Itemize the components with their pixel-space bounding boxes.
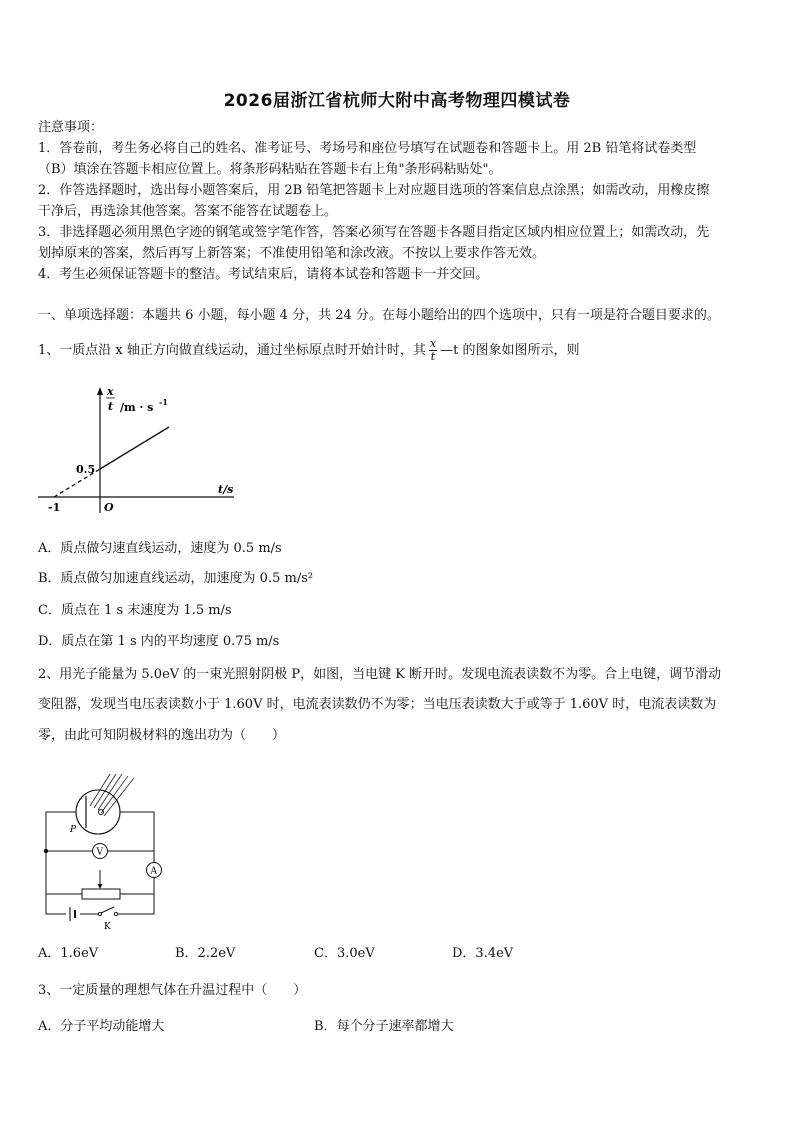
q1-option-b: B．质点做匀加速直线运动，加速度为 0.5 m/s²	[38, 571, 314, 586]
q2-option-a: A．1.6eV	[38, 946, 99, 961]
fraction-numerator: x	[429, 337, 437, 350]
y-label-denominator: t	[108, 400, 114, 413]
notice-line: 划掉原来的答案，然后再写上新答案；不准使用铅笔和涂改液。不按以上要求作答无效。	[38, 246, 546, 261]
fraction-denominator: t	[430, 350, 436, 363]
intercept-label: 0.5	[76, 463, 96, 476]
q2-stem-line: 2、用光子能量为 5.0eV 的一束光照射阴极 P，如图，当电键 K 断开时。发现电流表读数不为零。合上电键，调节滑动	[38, 667, 722, 682]
voltmeter-label: V	[96, 847, 103, 858]
page-title: 2026届浙江省杭师大附中高考物理四模试卷	[223, 91, 571, 111]
battery-gap	[66, 908, 80, 920]
q1-stem-post: —t 的图象如图所示，则	[440, 343, 580, 358]
q1-stem-pre: 1、一质点沿 x 轴正方向做直线运动，通过坐标原点时开始计时，其	[38, 343, 426, 358]
ammeter-label: A	[150, 866, 157, 877]
notice-line: 2．作答选择题时，选出每小题答案后，用 2B 铅笔把答题卡上对应题目选项的答案信息点涂黑；如需改动，用橡皮擦	[38, 183, 710, 198]
switch-label: K	[104, 922, 111, 932]
q3-option-a: A．分子平均动能增大	[38, 1019, 165, 1034]
anode	[99, 810, 104, 815]
notice-line: 干净后，再选涂其他答案。答案不能答在试题卷上。	[38, 204, 338, 219]
q1-option-c: C．质点在 1 s 末速度为 1.5 m/s	[38, 603, 232, 618]
y-unit: /m · s	[120, 401, 154, 414]
q1-xt-graph	[34, 383, 244, 518]
notice-heading: 注意事项：	[38, 120, 104, 135]
q1-option-a: A．质点做匀速直线运动，速度为 0.5 m/s	[38, 541, 282, 556]
x-axis-label: t/s	[218, 483, 234, 496]
y-unit-exponent: -1	[159, 397, 168, 407]
q1-option-d: D．质点在第 1 s 内的平均速度 0.75 m/s	[38, 634, 280, 649]
notice-line: 1．答卷前，考生务必将自己的姓名、准考证号、考场号和座位号填写在试题卷和答题卡上。用 2B 铅笔将试卷类型	[38, 141, 697, 156]
q2-option-b: B．2.2eV	[175, 946, 236, 961]
q2-stem-line: 零，由此可知阴极材料的逸出功为（ ）	[38, 728, 286, 743]
q3-stem: 3、一定质量的理想气体在升温过程中（ ）	[38, 983, 307, 998]
q2-stem-line: 变阻器，发现当电压表读数小于 1.60V 时，电流表读数仍不为零；当电压表读数大于或等于 1.60V 时，电流表读数为	[38, 697, 717, 712]
q1-stem	[38, 334, 760, 368]
q2-option-c: C．3.0eV	[314, 946, 375, 961]
cathode-label: P	[70, 825, 77, 835]
neg-one-label: -1	[48, 501, 61, 514]
data-line	[100, 427, 169, 469]
notice-line: 3．非选择题必须用黑色字迹的钢笔或签字笔作答，答案必须写在答题卡各题目指定区域内相应位置上；如需改动，先	[38, 225, 710, 240]
q3-option-b: B．每个分子速率都增大	[314, 1019, 454, 1034]
origin-label: O	[104, 501, 114, 514]
slider-arrow	[98, 884, 103, 889]
section-heading: 一、单项选择题：本题共 6 小题，每小题 4 分，共 24 分。在每小题给出的四个选项中，只有一项是符合题目要求的。	[38, 308, 720, 323]
y-axis-arrow	[97, 387, 103, 395]
y-label-numerator: x	[107, 385, 114, 398]
notice-line: （B）填涂在答题卡相应位置上。将条形码粘贴在答题卡右上角"条形码粘贴处"。	[38, 162, 502, 177]
x-over-t-fraction	[429, 338, 437, 363]
q2-option-d: D．3.4eV	[452, 946, 514, 961]
q2-circuit-diagram	[38, 768, 168, 933]
rheostat	[82, 889, 120, 899]
notice-line: 4．考生必须保证答题卡的整洁。考试结束后，请将本试卷和答题卡一并交回。	[38, 267, 489, 282]
